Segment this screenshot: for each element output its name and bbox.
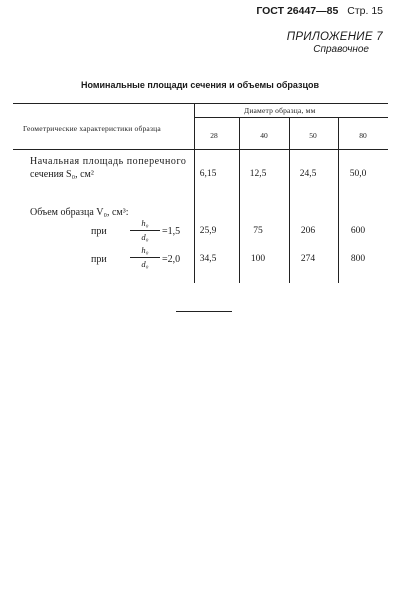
- volume-row-1-value-80: 600: [350, 226, 366, 236]
- diameter-28: 28: [210, 131, 218, 140]
- volume-label: Объем образца V₀, см³:: [30, 207, 129, 218]
- area-value-80: 50,0: [349, 169, 367, 179]
- volume-row-2-denominator: d₀: [141, 259, 149, 269]
- page-header: [256, 5, 383, 17]
- volume-row-1-denominator: d₀: [141, 232, 149, 242]
- area-label-line2: сечения S₀, см²: [30, 169, 94, 180]
- volume-row-1-numerator: h₀: [141, 218, 149, 228]
- volume-row-2-value-28: 34,5: [199, 254, 217, 264]
- volume-row-2-numerator: h₀: [141, 245, 149, 255]
- volume-row-1-value-28: 25,9: [199, 226, 217, 236]
- standard-number: ГОСТ 26447—85: [256, 5, 339, 17]
- header-bottom-rule: [13, 149, 388, 150]
- volume-row-1-fraction-bar: [130, 230, 160, 231]
- page-number: Стр. 15: [347, 5, 383, 17]
- row-header: Геометрические характеристики образца: [23, 124, 161, 133]
- volume-row-2-prefix: при: [91, 254, 107, 265]
- end-of-document-rule: [176, 311, 232, 312]
- diameter-header: Диаметр образца, мм: [244, 106, 316, 115]
- table-top-rule: [13, 103, 388, 104]
- volume-row-1-prefix: при: [91, 226, 107, 237]
- diameter-80: 80: [359, 131, 367, 140]
- appendix-type: Справочное: [313, 44, 369, 55]
- table-title: Номинальные площади сечения и объемы образцов: [80, 80, 320, 90]
- volume-row-2-value-40: 100: [250, 254, 266, 264]
- volume-row-1-value-50: 206: [300, 226, 316, 236]
- volume-row-1-value-40: 75: [253, 226, 263, 236]
- diameter-40: 40: [260, 131, 268, 140]
- area-label-line1: Начальная площадь поперечного: [30, 156, 187, 167]
- appendix-label: ПРИЛОЖЕНИЕ 7: [286, 31, 383, 43]
- volume-row-2-fraction-bar: [130, 257, 160, 258]
- volume-row-2-value-50: 274: [300, 254, 316, 264]
- volume-row-2-ratio: =2,0: [162, 254, 181, 265]
- area-value-40: 12,5: [249, 169, 267, 179]
- area-value-50: 24,5: [299, 169, 317, 179]
- diameter-50: 50: [309, 131, 317, 140]
- diameter-header-rule: [194, 117, 388, 118]
- volume-row-2-value-80: 800: [350, 254, 366, 264]
- volume-row-1-ratio: =1,5: [162, 226, 181, 237]
- area-value-28: 6,15: [199, 169, 217, 179]
